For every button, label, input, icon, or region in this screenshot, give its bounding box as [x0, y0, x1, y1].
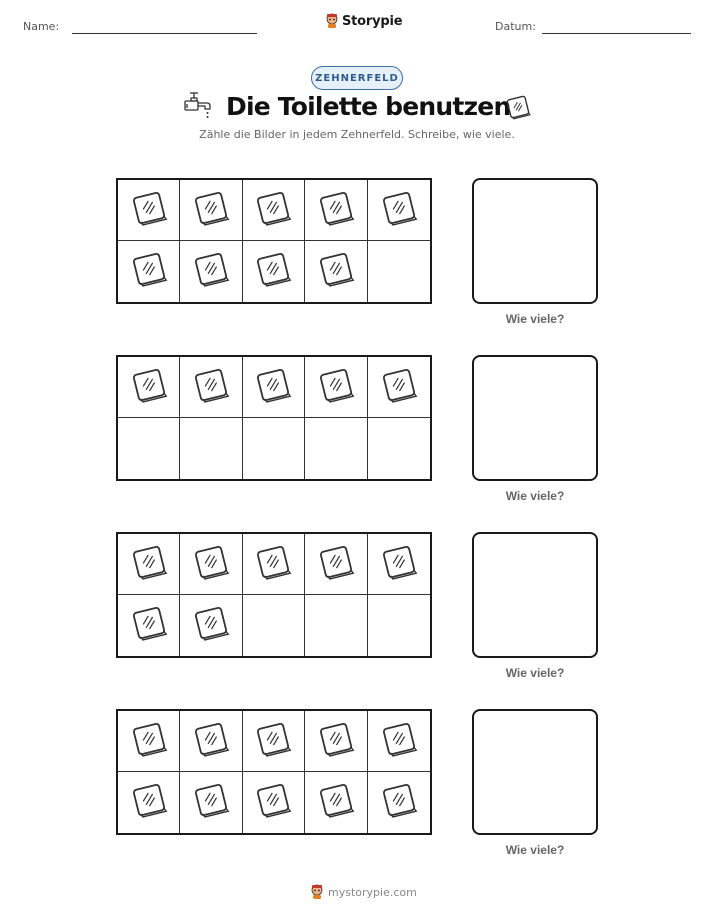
tile-icon — [129, 603, 169, 648]
date-label: Datum: — [495, 20, 536, 33]
tile-icon — [504, 93, 532, 121]
question-label: Wie viele? — [505, 843, 565, 857]
tile-icon — [253, 188, 293, 233]
brand-name: Storypie — [342, 13, 403, 29]
tile-icon — [379, 780, 419, 825]
frame-cell — [305, 534, 367, 595]
answer-box[interactable] — [472, 178, 598, 304]
frame-cell — [243, 711, 305, 772]
frame-cell — [368, 180, 430, 241]
tile-icon — [316, 188, 356, 233]
tile-icon — [129, 188, 169, 233]
frame-cell — [180, 418, 242, 479]
frame-cell — [305, 180, 367, 241]
tile-icon — [253, 780, 293, 825]
frame-cell — [305, 418, 367, 479]
ten-frame — [116, 355, 432, 481]
faucet-icon — [183, 90, 213, 122]
category-badge: ZEHNERFELD — [311, 66, 403, 90]
tile-icon — [191, 603, 231, 648]
answer-box[interactable] — [472, 532, 598, 658]
frame-cell — [305, 595, 367, 656]
tile-icon — [129, 780, 169, 825]
frame-cell — [243, 241, 305, 302]
mascot-icon — [310, 884, 324, 900]
frame-cell — [243, 180, 305, 241]
ten-frame — [116, 709, 432, 835]
title-row — [0, 88, 714, 130]
frame-cell — [118, 595, 180, 656]
frame-cell — [118, 418, 180, 479]
question-label: Wie viele? — [505, 489, 565, 503]
mascot-icon — [325, 13, 339, 29]
tile-icon — [129, 249, 169, 294]
frame-cell — [118, 711, 180, 772]
frame-cell — [118, 357, 180, 418]
frame-cell — [305, 772, 367, 833]
frame-cell — [243, 357, 305, 418]
tile-icon — [379, 719, 419, 764]
frame-cell — [180, 711, 242, 772]
frame-cell — [118, 772, 180, 833]
tile-icon — [379, 188, 419, 233]
tile-icon — [316, 542, 356, 587]
tile-icon — [379, 542, 419, 587]
tile-icon — [191, 365, 231, 410]
tile-icon — [253, 719, 293, 764]
name-line[interactable] — [72, 33, 257, 34]
date-line[interactable] — [542, 33, 691, 34]
name-label: Name: — [23, 20, 60, 33]
answer-box[interactable] — [472, 709, 598, 835]
tile-icon — [379, 365, 419, 410]
tile-icon — [316, 719, 356, 764]
frame-cell — [243, 418, 305, 479]
page-title: Die Toilette benutzen — [226, 92, 511, 121]
tile-icon — [191, 249, 231, 294]
ten-frame — [116, 178, 432, 304]
frame-cell — [368, 241, 430, 302]
ten-frame — [116, 532, 432, 658]
tile-icon — [253, 365, 293, 410]
question-label: Wie viele? — [505, 666, 565, 680]
question-label: Wie viele? — [505, 312, 565, 326]
tile-icon — [253, 542, 293, 587]
tile-icon — [191, 780, 231, 825]
frame-cell — [180, 534, 242, 595]
frame-cell — [180, 772, 242, 833]
frame-cell — [368, 711, 430, 772]
frame-cell — [368, 418, 430, 479]
frame-cell — [305, 357, 367, 418]
frame-cell — [243, 595, 305, 656]
tile-icon — [316, 780, 356, 825]
frame-cell — [118, 180, 180, 241]
frame-cell — [180, 241, 242, 302]
frame-cell — [118, 241, 180, 302]
frame-cell — [368, 595, 430, 656]
tile-icon — [191, 542, 231, 587]
footer — [310, 884, 417, 900]
frame-cell — [368, 357, 430, 418]
tile-icon — [191, 188, 231, 233]
frame-cell — [180, 595, 242, 656]
frame-cell — [368, 534, 430, 595]
frame-cell — [305, 711, 367, 772]
tile-icon — [129, 542, 169, 587]
frame-cell — [305, 241, 367, 302]
frame-cell — [180, 357, 242, 418]
tile-icon — [316, 365, 356, 410]
frame-cell — [368, 772, 430, 833]
instructions: Zähle die Bilder in jedem Zehnerfeld. Schreibe, wie viele. — [199, 128, 515, 141]
answer-box[interactable] — [472, 355, 598, 481]
tile-icon — [253, 249, 293, 294]
tile-icon — [129, 719, 169, 764]
footer-url[interactable]: mystorypie.com — [328, 885, 417, 899]
tile-icon — [191, 719, 231, 764]
brand-logo — [325, 13, 402, 29]
tile-icon — [316, 249, 356, 294]
frame-cell — [180, 180, 242, 241]
frame-cell — [243, 534, 305, 595]
tile-icon — [129, 365, 169, 410]
frame-cell — [243, 772, 305, 833]
frame-cell — [118, 534, 180, 595]
